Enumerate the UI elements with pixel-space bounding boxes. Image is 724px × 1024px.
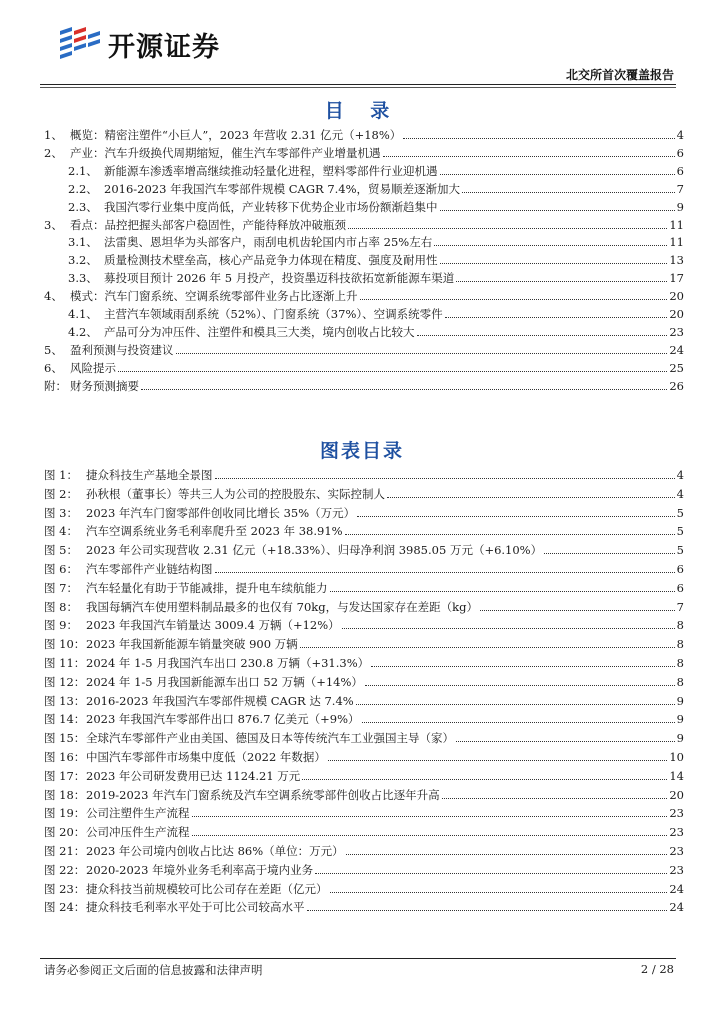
toc-entry[interactable] [68,198,684,214]
toc-entry[interactable] [44,377,684,393]
dot-leader [315,873,667,874]
dot-leader [456,741,675,742]
figure-entry-number: 图 1： [44,468,78,482]
toc-entry-page: 7 [676,181,684,196]
dot-leader [356,704,675,705]
page-number: 2 / 28 [640,962,674,976]
dot-leader [417,335,668,336]
toc-entry-number: 4、 [44,289,63,304]
toc-entry[interactable] [68,305,684,321]
figure-entry-title: 捷众科技当前规模较可比公司存在差距（亿元） [86,881,328,896]
figure-entry-title: 2023 年公司实现营收 2.31 亿元（+18.33%）、归母净利润 3985.05 万元（+6.10%） [86,543,543,558]
figure-entry-number: 图 22： [44,862,86,877]
toc-entry-number: 2、 [44,145,63,160]
figure-entry-number: 图 9： [44,618,78,633]
figure-entry-number: 图 18： [44,787,86,802]
footer-disclaimer: 请务必参阅正文后面的信息披露和法律声明 [44,963,263,977]
figure-entry-number: 图 6： [44,562,78,576]
toc-entry-page: 11 [669,235,684,250]
figure-entry-page: 23 [669,825,684,840]
toc-entry-page: 24 [669,342,684,357]
toc-entry-title: 概览：精密注塑件“小巨人”，2023 年营收 2.31 亿元（+18%） [70,128,402,142]
dot-leader [440,263,668,264]
dot-leader [302,779,667,780]
dot-leader [176,353,668,354]
figure-entry[interactable] [44,466,684,482]
figure-entry-title: 全球汽车零部件产业由美国、德国及日本等传统汽车工业强国主导（家） [86,731,454,746]
toc-entry-page: 13 [669,253,684,268]
dot-leader [440,174,675,175]
toc-entry-number: 4.1、 [68,307,98,321]
figure-entry-title: 2023 年公司研发费用已达 1124.21 万元 [86,768,301,783]
figure-entry[interactable] [44,654,684,670]
dot-leader [387,497,675,498]
toc-entry-number: 6、 [44,360,63,375]
figure-entry-number: 图 20： [44,825,86,840]
figure-entry-number: 图 7： [44,580,78,595]
toc-entry-title: 募投项目预计 2026 年 5 月投产，投资墨迈科技欲拓宽新能源车渠道 [104,271,455,286]
figure-entry-number: 图 3： [44,505,78,520]
figures-title: 图表目录 [319,440,404,462]
dot-leader [365,685,675,686]
figure-entry-title: 孙秋根（董事长）等共三人为公司的控股股东、实际控制人 [86,486,385,501]
dot-leader [456,281,667,282]
dot-leader [442,798,668,799]
figure-entry-number: 图 13： [44,693,86,708]
toc-entry-page: 17 [669,271,684,286]
figure-entry[interactable] [44,579,684,595]
toc-entry-number: 5、 [44,342,63,357]
figure-entry-number: 图 11： [44,656,86,670]
figure-entry-page: 10 [669,750,684,764]
figure-entry-number: 图 17： [44,768,86,783]
figure-entry-page: 6 [676,562,684,576]
figure-entry-page: 14 [669,768,684,783]
figure-entry[interactable] [44,522,684,538]
toc-entry-title: 新能源车渗透率增高继续推动轻量化进程，塑料零部件行业迎机遇 [104,163,438,178]
figure-entry[interactable] [44,635,684,651]
toc-entry-page: 23 [669,324,684,339]
header-divider [40,84,676,85]
toc-entry-page: 6 [676,145,684,160]
toc-entry[interactable] [68,323,684,339]
toc-entry-title: 我国汽零行业集中度尚低，产业转移下优势企业市场份额渐趋集中 [104,199,438,214]
figure-entry-page: 9 [676,712,684,727]
figure-entry[interactable] [44,804,684,820]
figure-entry[interactable] [44,842,684,858]
toc-entry-page: 9 [676,199,684,214]
figure-entry[interactable] [44,823,684,839]
toc-entry-number: 附： [44,378,67,393]
company-logo [56,22,220,66]
figure-entry-title: 我国每辆汽车使用塑料制品最多的也仅有 70kg，与发达国家存在差距（kg） [86,599,478,614]
dot-leader [328,760,667,761]
toc-entry-title: 产业：汽车升级换代周期缩短，催生汽车零部件产业增量机遇 [70,145,381,160]
figure-entry-number: 图 14： [44,712,86,727]
toc-entry-title: 看点：品控把握头部客户稳固性，产能待释放冲破瓶颈 [70,217,346,232]
figure-entry-title: 2016-2023 年我国汽车零部件规模 CAGR 达 7.4% [86,693,354,708]
figure-entry-title: 2023 年汽车门窗零部件创收同比增长 35%（万元） [86,505,356,520]
dot-leader [215,572,675,573]
dot-leader [330,892,668,893]
figure-entry[interactable] [44,673,684,689]
figure-entry[interactable] [44,485,684,501]
figure-entry[interactable] [44,786,684,802]
logo-mark-icon [56,25,104,63]
figure-entry-title: 2024 年 1-5 月我国新能源车出口 52 万辆（+14%） [86,674,363,689]
figure-entry[interactable] [44,748,684,764]
figure-entry-page: 24 [669,881,684,896]
dot-leader [403,138,674,139]
figure-entry[interactable] [44,560,684,576]
figure-entry-page: 8 [676,618,684,633]
figure-entry-page: 5 [676,543,684,558]
toc-entry[interactable] [44,287,684,303]
figure-entry[interactable] [44,598,684,614]
figure-entry-page: 6 [676,580,684,595]
toc-entry-number: 4.2、 [68,324,98,339]
figure-entry-number: 图 19： [44,806,86,821]
figure-entry-title: 中国汽车零部件市场集中度低（2022 年数据） [86,750,326,764]
toc-entry-number: 2.3、 [68,199,98,214]
figure-entry[interactable] [44,767,684,783]
dot-leader [440,210,675,211]
logo-text: 开源证券 [108,31,220,63]
figure-entry-page: 8 [676,674,684,689]
figure-entry-page: 5 [676,505,684,520]
figure-entry-page: 5 [676,524,684,539]
figure-entry-page: 8 [676,656,684,670]
figure-entry-page: 23 [669,844,684,858]
dot-leader [362,722,675,723]
figure-entry[interactable] [44,898,684,914]
figure-entry-title: 公司冲压件生产流程 [86,825,190,840]
dot-leader [330,591,675,592]
dot-leader [300,647,675,648]
figure-entry-number: 图 21： [44,844,86,858]
figure-entry-number: 图 8： [44,599,78,614]
toc-entry-number: 3.2、 [68,253,98,268]
toc-entry-title: 质量检测技术壁垒高，核心产品竞争力体现在精度、强度及耐用性 [104,253,438,268]
dot-leader [544,553,675,554]
figure-entry-title: 2023 年公司境内创收占比达 86%（单位：万元） [86,844,344,858]
dot-leader [215,478,675,479]
dot-leader [462,192,675,193]
dot-leader [348,228,667,229]
toc-entry-title: 财务预测摘要 [70,378,139,393]
toc-entry-page: 20 [669,307,684,321]
figure-entry[interactable] [44,541,684,557]
figure-entry[interactable] [44,729,684,745]
figure-entry-title: 捷众科技毛利率水平处于可比公司较高水平 [86,900,305,915]
dot-leader [307,910,668,911]
toc-entry-page: 25 [669,360,684,375]
dot-leader [192,816,668,817]
figure-entry-title: 2019-2023 年汽车门窗系统及汽车空调系统零部件创收占比逐年升高 [86,787,440,802]
toc-entry-number: 2.1、 [68,163,98,178]
toc-entry-page: 20 [669,289,684,304]
figure-entry[interactable] [44,616,684,632]
toc-entry-number: 1、 [44,128,63,142]
toc-entry-title: 2016-2023 年我国汽车零部件规模 CAGR 7.4%，贸易顺差逐渐加大 [104,181,461,196]
dot-leader [383,156,675,157]
dot-leader [118,371,667,372]
toc-entry[interactable] [44,144,684,160]
figure-entry-number: 图 10： [44,637,86,652]
dot-leader [192,835,668,836]
toc-entry-title: 主营汽车领域雨刮系统（52%）、门窗系统（37%）、空调系统零件 [104,307,443,321]
figure-entry-page: 7 [676,599,684,614]
toc-entry-title: 模式：汽车门窗系统、空调系统零部件业务占比逐渐上升 [70,289,358,304]
figure-entry-number: 图 23： [44,881,86,896]
toc-entry-title: 盈利预测与投资建议 [70,342,174,357]
toc-entry-page: 6 [676,163,684,178]
figure-entry[interactable] [44,692,684,708]
figure-entry-title: 2023 年我国汽车零部件出口 876.7 亿美元（+9%） [86,712,360,727]
figure-entry-page: 20 [669,787,684,802]
toc-entry-title: 风险提示 [70,360,116,375]
figure-entry-page: 4 [676,486,684,501]
toc-entry[interactable] [68,251,684,267]
footer-divider [40,958,676,959]
figure-entry-number: 图 5： [44,543,78,558]
toc-entry[interactable] [68,180,684,196]
toc-entry[interactable] [68,162,684,178]
toc-entry-number: 3.3、 [68,271,98,286]
toc-entry-number: 3、 [44,217,63,232]
figure-entry-title: 捷众科技生产基地全景图 [86,468,213,482]
dot-leader [445,317,668,318]
toc-entry[interactable] [68,269,684,285]
toc-entry-title: 法雷奥、恩坦华为头部客户，雨刮电机齿轮国内市占率 25%左右 [104,235,433,250]
figure-entry[interactable] [44,861,684,877]
toc-entry[interactable] [44,359,684,375]
figure-entry-title: 汽车空调系统业务毛利率爬升至 2023 年 38.91% [86,524,343,539]
toc-entry[interactable] [68,233,684,249]
figure-entry-title: 汽车零部件产业链结构图 [86,562,213,576]
dot-leader [434,245,667,246]
toc-entry-title: 产品可分为冲压件、注塑件和模具三大类，境内创收占比较大 [104,324,415,339]
figure-entry[interactable] [44,880,684,896]
figure-entry-number: 图 12： [44,674,86,689]
figure-entry-page: 4 [676,468,684,482]
report-type-label: 北交所首次覆盖报告 [565,68,674,82]
figure-entry-number: 图 15： [44,731,86,746]
toc-entry[interactable] [44,126,684,142]
toc-entry[interactable] [44,341,684,357]
figure-entry[interactable] [44,504,684,520]
figure-entry-page: 23 [669,862,684,877]
figure-entry[interactable] [44,710,684,726]
figure-entry-title: 2023 年我国新能源车销量突破 900 万辆 [86,637,298,652]
dot-leader [345,534,675,535]
toc-title: 目 录 [324,100,400,122]
figure-entry-number: 图 16： [44,750,86,764]
figure-entry-title: 2024 年 1-5 月我国汽车出口 230.8 万辆（+31.3%） [86,656,370,670]
dot-leader [360,299,668,300]
figure-entry-page: 9 [676,731,684,746]
dot-leader [480,610,675,611]
figure-entry-title: 公司注塑件生产流程 [86,806,190,821]
toc-entry-page: 26 [669,378,684,393]
toc-entry-number: 2.2、 [68,181,98,196]
figure-entry-number: 图 24： [44,900,86,915]
dot-leader [357,516,675,517]
figure-entry-number: 图 2： [44,486,78,501]
dot-leader [371,666,675,667]
dot-leader [342,628,675,629]
dot-leader [346,854,668,855]
figure-entry-page: 23 [669,806,684,821]
figure-entry-number: 图 4： [44,524,78,539]
toc-entry[interactable] [44,216,684,232]
figure-entry-title: 汽车轻量化有助于节能减排，提升电车续航能力 [86,580,328,595]
figure-entry-page: 24 [669,900,684,915]
toc-entry-page: 11 [669,217,684,232]
toc-entry-number: 3.1、 [68,235,98,250]
figure-entry-page: 9 [676,693,684,708]
toc-entry-page: 4 [676,128,684,142]
dot-leader [141,389,667,390]
figure-entry-title: 2020-2023 年境外业务毛利率高于境内业务 [86,862,314,877]
header-divider-thin [40,87,676,88]
figure-entry-page: 8 [676,637,684,652]
figure-entry-title: 2023 年我国汽车销量达 3009.4 万辆（+12%） [86,618,340,633]
